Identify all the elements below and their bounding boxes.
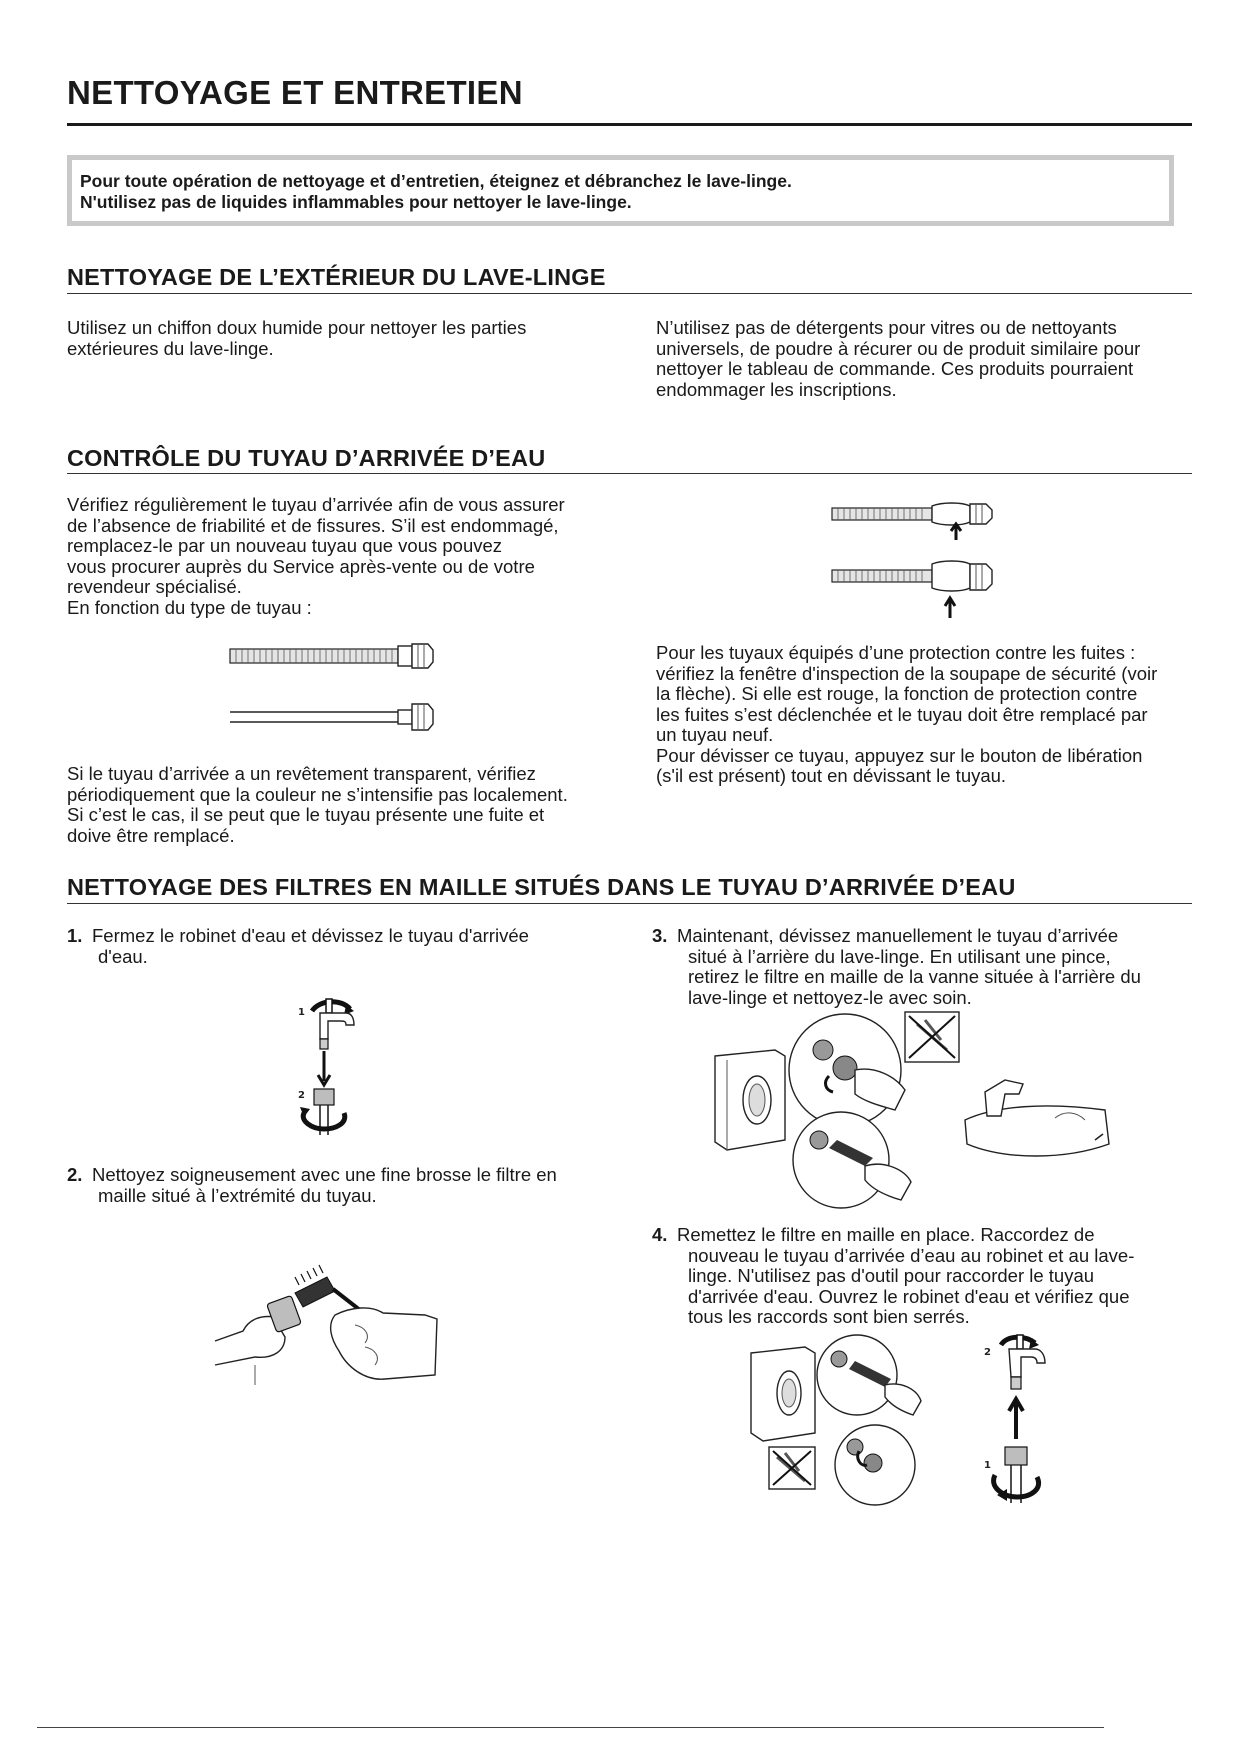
section-heading-filters: NETTOYAGE DES FILTRES EN MAILLE SITUÉS DANS LE TUYAU D’ARRIVÉE D’EAU — [67, 874, 1016, 900]
step-number: 3. — [652, 925, 668, 946]
safety-hose-bottom-icon — [832, 561, 992, 618]
text-line: Utilisez un chiffon doux humide pour nettoyer les parties — [67, 317, 527, 338]
step-line: tous les raccords sont bien serrés. — [688, 1306, 970, 1327]
section-heading-hose-check: CONTRÔLE DU TUYAU D’ARRIVÉE D’EAU — [67, 445, 546, 471]
step-line: Maintenant, dévissez manuellement le tuyau d’arrivée — [677, 925, 1119, 946]
hose-nut-icon — [994, 1447, 1039, 1503]
text-line: de l’absence de friabilité et de fissures. S’il est endommagé, — [67, 514, 559, 536]
text-line: extérieures du lave-linge. — [67, 337, 274, 359]
step-1 — [67, 926, 627, 967]
step-line: retirez le filtre en maille de la vanne située à l'arrière du — [688, 966, 1141, 987]
page-title: NETTOYAGE ET ENTRETIEN — [67, 74, 523, 111]
hand-icon — [331, 1308, 437, 1379]
zoom-circle-icon — [835, 1425, 915, 1505]
tap-icon — [1001, 1335, 1045, 1389]
step-line: d'arrivée d'eau. Ouvrez le robinet d'eau et vérifiez que — [688, 1285, 1130, 1307]
text-line: Pour dévisser ce tuyau, appuyez sur le bouton de libération — [656, 744, 1143, 766]
safety-hose-top-icon — [832, 503, 992, 540]
washing-machine-back-icon — [715, 1050, 785, 1150]
exterior-right-text — [656, 318, 1196, 400]
text-line: un tuyau neuf. — [656, 724, 774, 745]
warning-line-1: Pour toute opération de nettoyage et d’entretien, éteignez et débranchez le lave-linge. — [80, 171, 792, 191]
exterior-left-text — [67, 318, 607, 359]
step-line: d'eau. — [98, 945, 148, 967]
tap-icon — [312, 999, 354, 1049]
text-line: endommager les inscriptions. — [656, 378, 897, 400]
zoom-circle-icon — [793, 1112, 911, 1208]
text-line: périodiquement que la couleur ne s’intensifie pas localement. — [67, 783, 568, 805]
text-line: vous procurer auprès du Service après-vente ou de votre — [67, 555, 535, 577]
step-line: linge. N'utilisez pas d'outil pour raccorder le tuyau — [688, 1265, 1095, 1286]
washing-machine-back-icon — [751, 1347, 815, 1441]
sink-tap-icon — [965, 1080, 1109, 1156]
text-line: universels, de poudre à récurer ou de produit similaire pour — [656, 337, 1141, 359]
footer-rule — [37, 1727, 1104, 1728]
arrow-up-icon — [1009, 1399, 1023, 1439]
hose-check-left-note — [67, 764, 637, 846]
hose-types-illustration — [228, 640, 438, 740]
step-line: Remettez le filtre en maille en place. Raccordez de — [677, 1224, 1095, 1245]
text-line: la flèche). Si elle est rouge, la fonction de protection contre — [656, 683, 1138, 704]
text-line: Pour les tuyaux équipés d’une protection contre les fuites : — [656, 642, 1136, 663]
title-rule — [67, 123, 1192, 126]
corrugated-hose-icon — [230, 644, 433, 668]
text-line: N’utilisez pas de détergents pour vitres ou de nettoyants — [656, 317, 1117, 338]
section-rule — [67, 903, 1192, 904]
step-line: situé à l’arrière du lave-linge. En utilisant une pince, — [688, 945, 1111, 967]
zoom-circle-icon — [789, 1014, 905, 1126]
section-rule — [67, 473, 1192, 474]
warning-line-2: N'utilisez pas de liquides inflammables pour nettoyer le lave-linge. — [80, 192, 632, 212]
pliers-crossed-icon — [769, 1447, 815, 1489]
remove-filter-illustration — [705, 1010, 1125, 1210]
text-line: remplacez-le par un nouveau tuyau que vous pouvez — [67, 535, 503, 556]
step-line: Fermez le robinet d'eau et dévissez le tuyau d'arrivée — [92, 925, 529, 946]
text-line: Si c’est le cas, il se peut que le tuyau présente une fuite et — [67, 804, 545, 825]
arrow-down-icon — [318, 1051, 330, 1085]
text-line: nettoyer le tableau de commande. Ces produits pourraient — [656, 358, 1134, 379]
pliers-crossed-icon — [905, 1012, 959, 1062]
text-line: les fuites s’est déclenchée et le tuyau doit être remplacé par — [656, 703, 1148, 725]
step-line: Nettoyez soigneusement avec une fine brosse le filtre en — [92, 1164, 557, 1185]
step-4 — [652, 1225, 1212, 1328]
step-line: maille situé à l’extrémité du tuyau. — [98, 1184, 377, 1206]
hose-nut-icon — [300, 1089, 345, 1135]
hose-check-left-intro — [67, 495, 627, 618]
brush-cleaning-illustration — [215, 1255, 445, 1385]
reconnect-hose-illustration — [745, 1335, 1085, 1525]
safety-valve-hose-illustration — [830, 500, 1010, 625]
fig-label: 1 — [298, 1007, 305, 1018]
text-line: vérifiez la fenêtre d'inspection de la soupape de sécurité (voir — [656, 662, 1158, 684]
fig-label: 1 — [984, 1460, 991, 1471]
warning-box — [67, 155, 1174, 226]
text-line: Vérifiez régulièrement le tuyau d’arrivée afin de vous assurer — [67, 494, 565, 515]
hose-check-right-text — [656, 643, 1216, 787]
step-number: 1. — [67, 925, 83, 946]
fig-label: 2 — [298, 1090, 305, 1101]
text-line: En fonction du type de tuyau : — [67, 596, 312, 618]
smooth-hose-icon — [230, 704, 433, 730]
text-line: revendeur spécialisé. — [67, 576, 242, 597]
step-number: 4. — [652, 1224, 668, 1245]
step-3 — [652, 926, 1212, 1008]
step-2 — [67, 1165, 627, 1206]
section-rule — [67, 293, 1192, 294]
text-line: (s'il est présent) tout en dévissant le tuyau. — [656, 765, 1007, 786]
step-number: 2. — [67, 1164, 83, 1185]
tap-unscrew-illustration — [290, 995, 370, 1135]
text-line: Si le tuyau d’arrivée a un revêtement transparent, vérifiez — [67, 763, 536, 784]
zoom-circle-icon — [817, 1335, 921, 1415]
fig-label: 2 — [984, 1347, 991, 1358]
section-heading-exterior: NETTOYAGE DE L’EXTÉRIEUR DU LAVE-LINGE — [67, 264, 606, 290]
text-line: doive être remplacé. — [67, 824, 235, 846]
step-line: nouveau le tuyau d’arrivée d’eau au robinet et au lave- — [688, 1244, 1135, 1266]
step-line: lave-linge et nettoyez-le avec soin. — [688, 986, 972, 1008]
